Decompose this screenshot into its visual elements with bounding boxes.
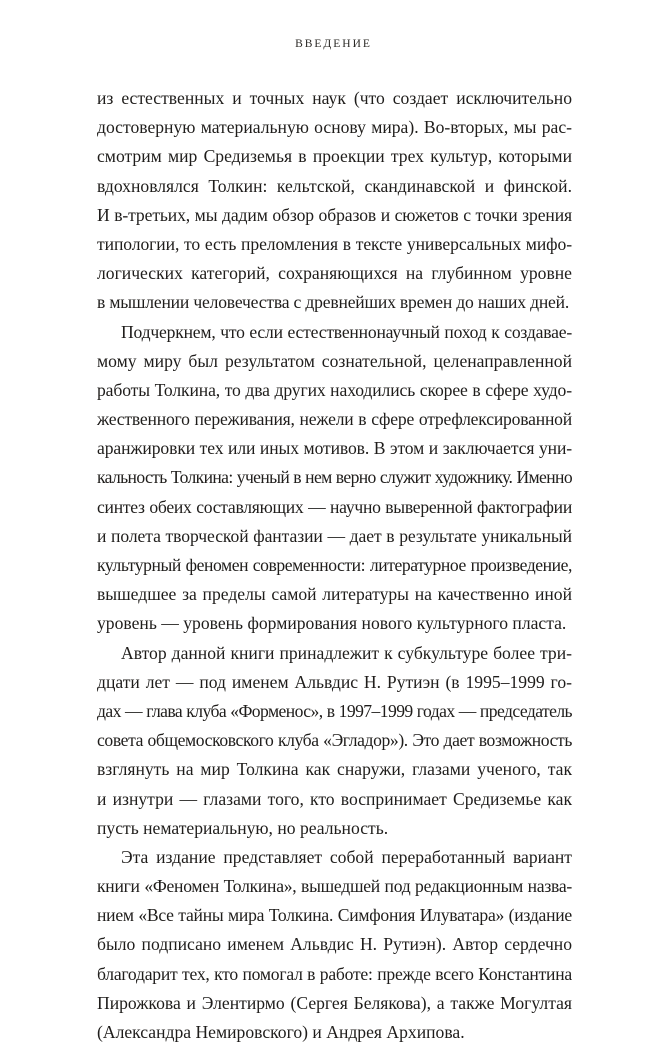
text-line: мому миру был результатом сознательной, целенаправленной: [97, 350, 572, 371]
text-line: достоверную материальную основу мира). Во-вторых, мы рас-: [97, 117, 572, 138]
text-line: кальность Толкина: ученый в нем верно служит художнику. Именно: [97, 467, 572, 488]
text-line: И в-третьих, мы дадим обзор образов и сюжетов с точки зрения: [97, 204, 572, 225]
text-line: Подчеркнем, что если естественнонаучный поход к создавае-: [121, 321, 572, 342]
text-line: и полета творческой фантазии — дает в результате уникальный: [97, 525, 572, 546]
text-line: в мышлении человечества с древнейших времен до наших дней.: [97, 292, 570, 313]
running-head: ВВЕДЕНИЕ: [295, 38, 372, 50]
text-line: вышедшее за пределы самой литературы на качественно иной: [97, 584, 572, 605]
paragraph-1: [97, 84, 572, 318]
text-line: синтез обеих составляющих — научно выверенной фактографии: [97, 496, 572, 517]
text-line: Эта издание представляет собой переработанный вариант: [121, 846, 572, 867]
text-line: взглянуть на мир Толкина как снаружи, глазами ученого, так: [97, 759, 572, 780]
text-line: смотрим мир Средиземья в проекции трех культур, которыми: [97, 146, 572, 167]
text-line: культурный феномен современности: литературное произведение,: [97, 555, 572, 575]
text-line: жественного переживания, нежели в сфере отрефлексированной: [97, 409, 572, 430]
paragraph-2: [97, 318, 572, 639]
text-line: дах — глава клуба «Форменос», в 1997–1999 годах — председатель: [97, 700, 572, 721]
text-line: дцати лет — под именем Альвдис Н. Рутиэн (в 1995–1999 го-: [97, 671, 572, 692]
text-line: типологии, то есть преломления в тексте универсальных мифо-: [97, 233, 572, 254]
text-line: благодарит тех, кто помогал в работе: прежде всего Константина: [97, 963, 572, 984]
text-line: аранжировки тех или иных мотивов. В этом и заключается уни-: [97, 438, 572, 459]
text-line: работы Толкина, то два других находились скорее в сфере худо-: [97, 379, 572, 400]
text-line: было подписано именем Альвдис Н. Рутиэн). Автор сердечно: [97, 934, 572, 955]
text-line: и изнутри — глазами того, кто воспринимает Средиземье как: [97, 788, 572, 809]
text-line: уровень — уровень формирования нового культурного пласта.: [97, 613, 567, 634]
text-line: логических категорий, сохраняющихся на глубинном уровне: [97, 263, 572, 284]
text-line: (Александра Немировского) и Андрея Архипова.: [97, 1022, 465, 1042]
text-line: из естественных и точных наук (что создает исключительно: [97, 88, 572, 108]
text-line: совета общемосковского клуба «Эгладор»). Это дает возможность: [97, 730, 572, 751]
text-line: книги «Феномен Толкина», вышедшей под редакционным назва-: [97, 876, 572, 897]
paragraph-3: [97, 639, 572, 843]
body-text: [97, 84, 572, 1047]
text-line: Автор данной книги принадлежит к субкультуре более три-: [121, 642, 572, 663]
paragraph-4: [97, 843, 572, 1047]
text-line: вдохновлялся Толкин: кельтской, скандинавской и финской.: [97, 175, 572, 196]
text-line: Пирожкова и Элентирмо (Сергея Белякова), а также Могултая: [97, 992, 572, 1013]
text-line: пусть нематериальную, но реальность.: [97, 817, 389, 838]
text-line: нием «Все тайны мира Толкина. Симфония Илуватара» (издание: [97, 905, 572, 926]
